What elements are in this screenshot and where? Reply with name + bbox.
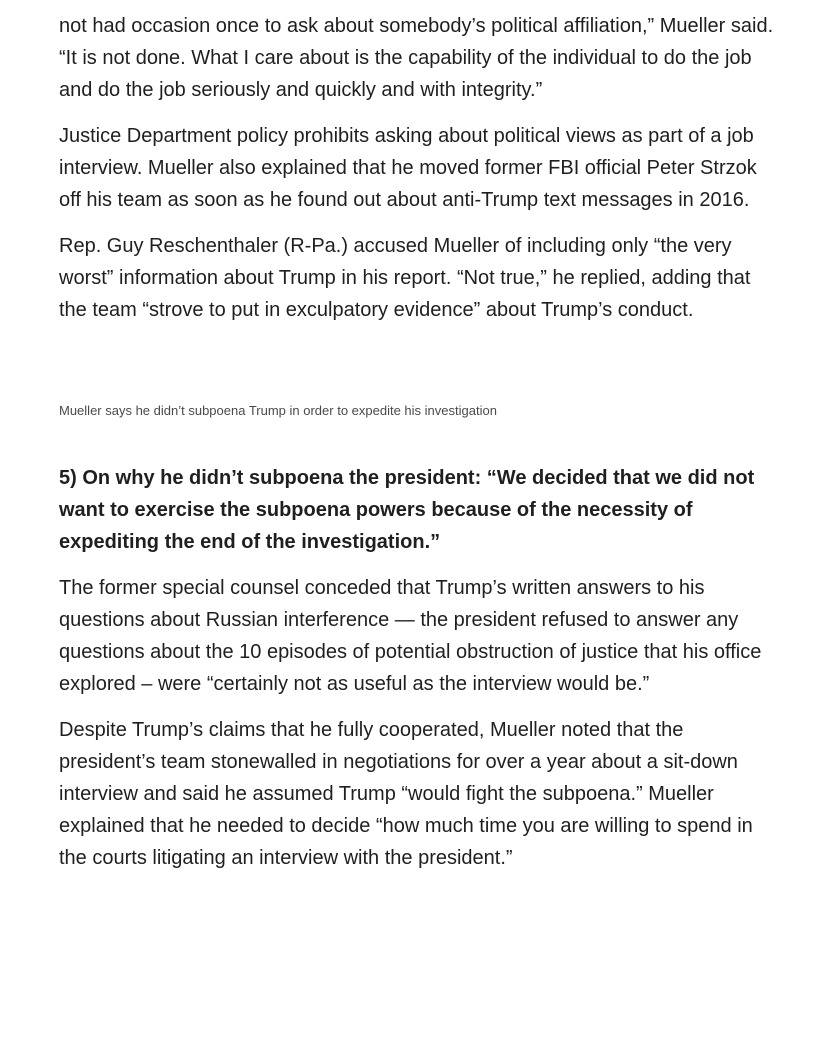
embedded-video-area bbox=[59, 340, 779, 402]
article-body bbox=[59, 10, 779, 888]
article-paragraph: Justice Department policy prohibits asking about political views as part of a job interview. Mueller also explained that he moved former FBI official Peter Strzok off his team as soon as he found out about anti-Trump text messages in 2016. bbox=[59, 125, 757, 211]
article-paragraph: Rep. Guy Reschenthaler (R-Pa.) accused Mueller of including only “the very worst” information about Trump in his report. “Not true,” he replied, adding that the team “strove to put in exculpatory evidence” about Trump’s conduct. bbox=[59, 235, 751, 321]
section-subhead: 5) On why he didn’t subpoena the president: “We decided that we did not want to exercise the subpoena powers because of the necessity of expediting the end of the investigation.” bbox=[59, 467, 755, 553]
article-paragraph: The former special counsel conceded that Trump’s written answers to his questions about Russian interference — the president refused to answer any questions about the 10 episodes of potential obstruction of justice that his office explored – were “certainly not as useful as the interview would be.” bbox=[59, 577, 762, 695]
video-caption: Mueller says he didn’t subpoena Trump in order to expedite his investigation bbox=[59, 403, 497, 418]
article-paragraph: not had occasion once to ask about somebody’s political affiliation,” Mueller said. “It is not done. What I care about is the capability of the individual to do the job and do the job seriously and quickly and with integrity.” bbox=[59, 15, 774, 101]
article-paragraph: Despite Trump’s claims that he fully cooperated, Mueller noted that the president’s team stonewalled in negotiations for over a year about a sit-down interview and said he assumed Trump “would fight the subpoena.” Mueller explained that he needed to decide “how much time you are willing to spend in the courts litigating an interview with the president.” bbox=[59, 719, 753, 869]
